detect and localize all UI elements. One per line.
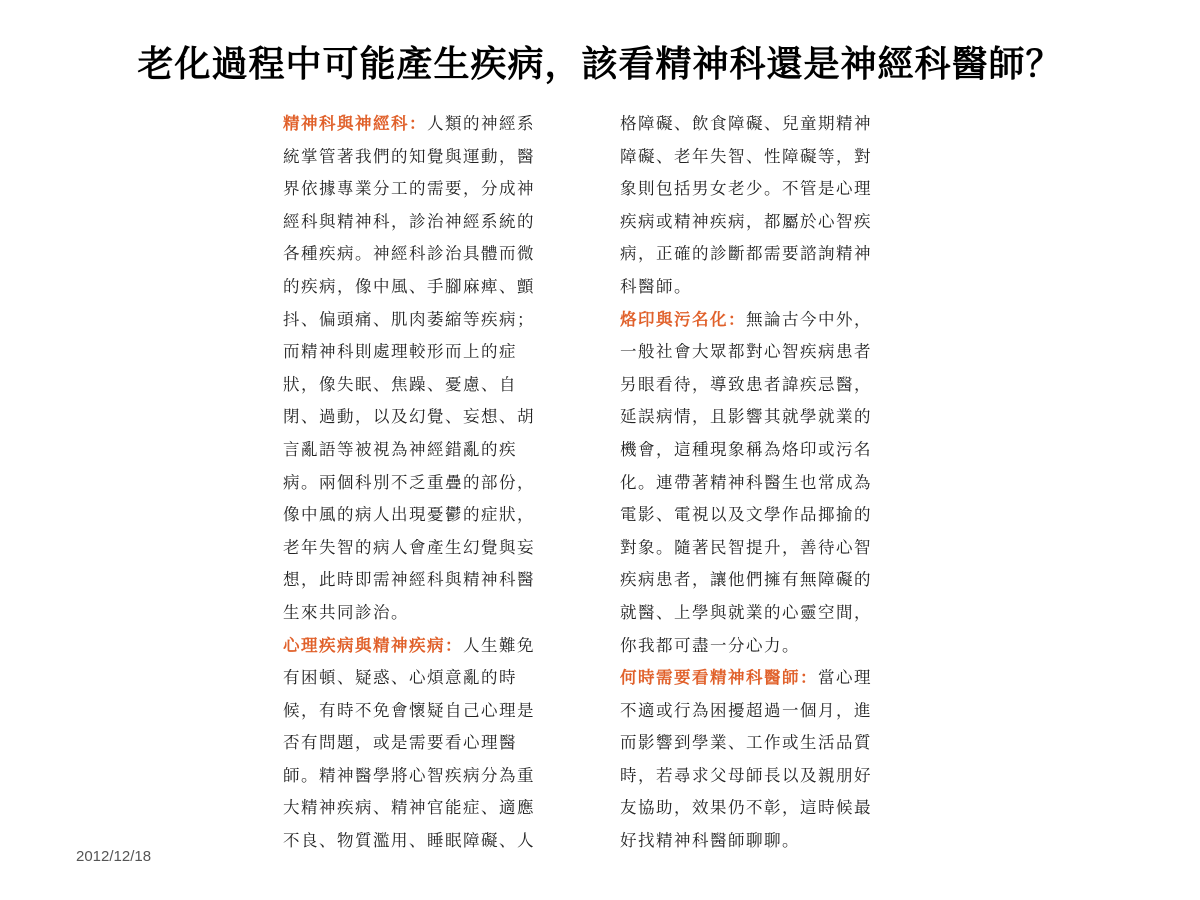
text-line [620,662,920,695]
text-line [283,499,583,532]
article-column-left [283,108,583,858]
line-text: 格障礙、飲食障礙、兒童期精神 [620,114,872,133]
section-heading: 烙印與污名化： [620,309,746,329]
text-line [283,108,583,141]
line-text: 你我都可盡一分心力。 [620,635,800,655]
line-text: 象則包括男女老少。不管是心理 [620,179,872,199]
line-text: 對象。隨著民智提升，善待心智 [620,537,872,557]
line-text: 病，正確的診斷都需要諮詢精神 [620,244,872,264]
text-line [283,727,583,760]
text-line [283,206,583,239]
text-line [283,825,583,858]
line-text: 化。連帶著精神科醫生也常成為 [620,472,872,492]
line-text: 言亂語等被視為神經錯亂的疾 [283,439,517,459]
text-line [620,630,920,663]
line-text: 時，若尋求父母師長以及親朋好 [620,765,872,785]
text-line [283,369,583,402]
line-text: 而精神科則處理較形而上的症 [283,342,517,362]
text-line [283,564,583,597]
text-line [283,532,583,565]
text-line [620,695,920,728]
text-line [283,792,583,825]
text-line [283,695,583,728]
text-line [283,401,583,434]
text-line [620,271,920,304]
line-text: 另眼看待，導致患者諱疾忌醫， [620,374,872,394]
text-line [620,467,920,500]
line-text: 統掌管著我們的知覺與運動，醫 [283,146,535,166]
line-text: 不良、物質濫用、睡眠障礙、人 [283,831,535,851]
text-line [620,369,920,402]
text-line [620,760,920,793]
line-text: 否有問題，或是需要看心理醫 [283,733,517,753]
line-text: 經科與精神科，診治神經系統的 [283,211,535,231]
line-text: 疾病患者，讓他們擁有無障礙的 [620,570,872,590]
text-line [283,662,583,695]
line-text: 閉、過動，以及幻覺、妄想、胡 [283,407,535,427]
text-line [283,434,583,467]
text-line [620,141,920,174]
line-text: 不適或行為困擾超過一個月，進 [620,700,872,720]
line-text: 延誤病情，且影響其就學就業的 [620,407,872,427]
text-line [283,271,583,304]
text-line [283,141,583,174]
line-text: 界依據專業分工的需要，分成神 [283,179,535,199]
slide-title: 老化過程中可能產生疾病，該看精神科還是神經科醫師？ [137,43,1063,85]
text-line [620,499,920,532]
line-text: 像中風的病人出現憂鬱的症狀， [283,505,535,525]
text-line [620,304,920,337]
line-text: 有困頓、疑惑、心煩意亂的時 [283,668,517,688]
text-line [283,304,583,337]
line-text: 各種疾病。神經科診治具體而微 [283,244,535,264]
line-text: 好找精神科醫師聊聊。 [620,831,800,851]
line-text: 無論古今中外， [746,309,872,329]
text-line [620,401,920,434]
line-text: 當心理 [818,668,872,688]
text-line [620,727,920,760]
text-line [620,597,920,630]
text-line [620,173,920,206]
line-text: 人生難免 [463,635,535,655]
line-text: 人類的神經系 [427,114,535,133]
line-text: 想，此時即需神經科與精神科醫 [283,570,535,590]
line-text: 電影、電視以及文學作品揶揄的 [620,505,872,525]
text-line [283,630,583,663]
line-text: 機會，這種現象稱為烙印或污名 [620,439,872,459]
text-line [620,564,920,597]
line-text: 一般社會大眾都對心智疾病患者 [620,342,872,362]
line-text: 就醫、上學與就業的心靈空間， [620,602,872,622]
line-text: 科醫師。 [620,276,692,296]
line-text: 而影響到學業、工作或生活品質 [620,733,872,753]
line-text: 的疾病，像中風、手腳麻痺、顫 [283,276,535,296]
text-line [620,108,920,141]
text-line [283,760,583,793]
line-text: 友協助，效果仍不彰，這時候最 [620,798,872,818]
text-line [620,206,920,239]
text-line [620,792,920,825]
text-line [283,597,583,630]
line-text: 障礙、老年失智、性障礙等，對 [620,146,872,166]
line-text: 狀，像失眠、焦躁、憂慮、自 [283,374,517,394]
text-line [620,434,920,467]
slide-date: 2012/12/18 [76,848,152,865]
line-text: 候，有時不免會懷疑自己心理是 [283,700,535,720]
line-text: 老年失智的病人會產生幻覺與妄 [283,537,535,557]
line-text: 病。兩個科別不乏重疊的部份， [283,472,535,492]
section-heading: 何時需要看精神科醫師： [620,668,818,688]
text-line [283,467,583,500]
text-line [283,173,583,206]
line-text: 疾病或精神疾病，都屬於心智疾 [620,211,872,231]
text-line [283,238,583,271]
section-heading: 精神科與神經科： [283,114,427,133]
section-heading: 心理疾病與精神疾病： [283,635,463,655]
text-line [283,336,583,369]
text-line [620,532,920,565]
line-text: 大精神疾病、精神官能症、適應 [283,798,535,818]
text-line [620,238,920,271]
article-column-right [620,108,920,858]
text-line [620,336,920,369]
line-text: 抖、偏頭痛、肌肉萎縮等疾病； [283,309,535,329]
line-text: 師。精神醫學將心智疾病分為重 [283,765,535,785]
text-line [620,825,920,858]
line-text: 生來共同診治。 [283,602,409,622]
